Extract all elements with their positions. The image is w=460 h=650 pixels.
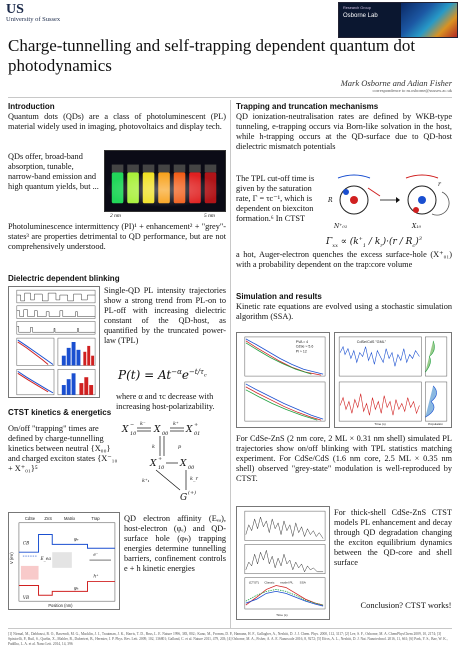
svg-text:k⁺: k⁺: [173, 421, 179, 427]
svg-text:V (eV): V (eV): [9, 552, 15, 564]
poster-authors: Mark Osborne and Adian Fisher: [340, 78, 452, 88]
simulation-enhancement-plot: [236, 506, 330, 620]
svg-text:e⁻: e⁻: [93, 553, 99, 559]
ctst-heading: CTST kinetics & energetics: [8, 408, 112, 417]
simulation-section: [236, 292, 452, 322]
on-time-decay-fit: [18, 342, 48, 365]
enh-curve-classic: [246, 591, 323, 606]
svg-text:X: X: [154, 425, 161, 435]
simulation-paragraph-1: Kinetic rate equations are evolved using a stochastic simulation algorithm (SSA).: [236, 302, 452, 321]
trajectory-sim-1: [340, 347, 419, 367]
plot3-legend-3: model PL: [280, 580, 294, 585]
off-time-decay: [18, 371, 53, 393]
svg-text:+: +: [194, 422, 199, 428]
intro-heading: Introduction: [8, 102, 55, 111]
core-electron-right: [418, 196, 426, 204]
energy-diagram-graphic: [9, 513, 119, 609]
svg-text:k⁻: k⁻: [140, 421, 146, 427]
conclusion-text: Conclusion? CTST works!: [360, 600, 452, 610]
saturation-formula: $\Gamma_{xx} \propto (k^+_1 / k_r)\cdot(r / R_c)^3$: [326, 236, 422, 249]
svg-text:r: r: [438, 181, 441, 188]
sim-decay2-blue: [246, 384, 323, 419]
simulation-heading: Simulation and results: [236, 292, 322, 301]
svg-text:E_ea: E_ea: [40, 557, 51, 563]
on-time-decay: [18, 340, 53, 364]
intro-qd-properties: [8, 152, 100, 192]
intro-paragraph-1: Quantum dots (QDs) are a class of photoluminescent (PL) material widely used in imaging, photovoltaics and display tech.: [8, 112, 226, 131]
trajectory-1: [17, 293, 95, 301]
svg-text:k: k: [152, 444, 156, 450]
ctst-text-block: [8, 424, 118, 474]
svg-text:VB: VB: [22, 596, 30, 602]
population-hist-2: [425, 386, 436, 417]
trajectory-2: [17, 310, 95, 317]
state-label-right: X₁₀: [412, 223, 422, 230]
time-axis-label: Time (s): [374, 422, 386, 427]
simulation-results-block: [236, 434, 452, 484]
simulation-trajectory-graphic: [335, 333, 451, 427]
scale-label-right: 5 nm: [204, 213, 215, 219]
svg-text:CdSe: CdSe: [24, 515, 36, 521]
svg-text:ZnS: ZnS: [44, 515, 52, 521]
population-hist-1: [425, 341, 434, 372]
trapping-paragraph-2: The TPL cut-off time is given by the saturation rate, Γ = τc⁻¹, which is dependent on biexciton formation.⁶ In CTST: [236, 174, 315, 223]
trapping-paragraph-1: QD ionization-neutralisation rates are defined by WKB-type tunneling, e-trapping occurs via Born-like solvation in the host, while h-trapping occurs at the QD-surface due to QD-host dielectric mismatch potentials: [236, 112, 452, 151]
inset-title: CdSe/CdS "GML": [356, 339, 387, 344]
svg-text:CB: CB: [22, 541, 30, 547]
svg-text:X: X: [122, 425, 129, 435]
svg-text:X: X: [150, 459, 157, 469]
ctst-affinity-block: [124, 514, 226, 574]
core-region: [21, 566, 39, 580]
simulation-paragraph-2: For CdSe-ZnS (2 nm core, 2 ML × 0.31 nm shell) simulated PL trajectories show on/off blinking with TPL statistics matching experiment. For CdSe/CdS (1.6 nm core, 2.5 ML × 0.35 nm shell) observed "grey-state" modulation is well-reproduced by CTST.: [236, 434, 452, 483]
blinking-description: [104, 286, 226, 346]
svg-text:R: R: [328, 197, 333, 204]
intro-paragraph-3: Photoluminescence intermittency (PI)¹ + enhancement² + "grey"-states³ are properties detrimental to QD performance, but are not comprehensively understood.: [8, 222, 226, 251]
legend-series-3: PI ≈ 12: [295, 349, 307, 354]
svg-text:φₑ: φₑ: [73, 537, 79, 543]
lab-banner-subtitle: Research Group: [343, 6, 371, 10]
blinking-figure-graphic: [9, 287, 99, 397]
blinking-section: [8, 274, 226, 283]
header-divider: [8, 97, 452, 98]
simulation-enhancement-graphic: [237, 507, 329, 619]
svg-text:00: 00: [162, 431, 169, 437]
plot3-legend-1: (CTST): [248, 580, 259, 585]
lab-banner-name: Osborne Lab: [343, 13, 378, 19]
references: [1] Nirmal, M., Dabbousi, B. O., Bawendi, M. G., Macklin, J. J., Trautman, J. K., Harris, T. D., Brus, L. E. Nature 1996, 383, 802.; Kuno, M., Fromm, D. P., Hamann, H. F., Gallagher, A., Nesbitt, D. J. J. Chem. Phys. 2000, 112, 3117; [2] Lee, S. F., Osborne, M. A. ChemPhysChem 2009, 10, 2174; [3] Spinicelli, P., Buil, S., Quelin, X., Mahler, B., Dubertret, B., Hermier, J. P. Phys. Rev. Lett. 2009, 102, 136801; Galland, C. et al. Nature 2011, 479, 203; [4] Osborne, M. A., Fisher, A. A. E. Nanoscale 2016, 8, 9272; [5] Efros, A. L., Nesbitt, D. J. Nat. Nanotechnol. 2016, 11, 661; [6] Park, Y. S., Bae, W. K., Padilha, L. A. et al. Nano Lett. 2014, 14, 396: [8, 632, 448, 646]
trapping-tpl-block: [236, 174, 320, 224]
scale-label-left: 2 nm: [110, 213, 121, 219]
trapping-state-graphic: [324, 170, 452, 236]
blinking-heading: Dielectric dependent blinking: [8, 274, 120, 283]
legend-series-1: PVA ≈ 4: [295, 339, 309, 344]
svg-text:X: X: [186, 425, 193, 435]
blinking-figure: [8, 286, 100, 398]
trajectory-3: [17, 326, 95, 332]
intro-section: [8, 102, 226, 132]
plot3-legend-2: Classic: [264, 580, 275, 585]
svg-text:10: 10: [130, 431, 137, 437]
svg-text:00: 00: [188, 465, 195, 471]
histogram-red-2: [79, 377, 93, 395]
svg-text:k⁺₁: k⁺₁: [142, 478, 150, 484]
simulation-trajectory-plot: [334, 332, 452, 428]
barrier-region: [52, 552, 72, 568]
histogram-blue: [62, 342, 81, 365]
ctst-section: [8, 408, 226, 417]
electron-left: [343, 189, 349, 195]
simulation-decay-plot: [236, 332, 330, 428]
trapping-section: [236, 102, 452, 152]
kinetic-scheme-graphic: [120, 418, 226, 510]
svg-text:h⁺: h⁺: [93, 574, 99, 580]
svg-text:Matrix: Matrix: [64, 515, 76, 521]
simulation-thick-shell-block: [334, 508, 452, 568]
correspondence-email: correspondence to m.osborne@sussex.ac.uk: [372, 88, 452, 93]
kinetic-scheme: [120, 418, 226, 510]
university-logo: [6, 3, 66, 23]
core-hole-left: [350, 196, 358, 204]
svg-text:G: G: [180, 493, 188, 503]
simulation-paragraph-3: For thick-shell CdSe-ZnS CTST models PL enhancement and decay through QD degradation changing the exciton equilibrium dynamics between the QD-core and shell surface: [334, 508, 452, 567]
svg-text:Trap: Trap: [91, 515, 100, 521]
plot3-legend-4: SSA: [299, 580, 306, 585]
svg-text:10: 10: [158, 465, 165, 471]
intro-paragraph-2: QDs offer, broad-band absorption, tunable, narrow-band emission and high quantum yields, but ...: [8, 152, 99, 191]
lab-banner-art: [401, 3, 457, 38]
svg-text:−: −: [130, 422, 135, 428]
svg-text:φₕ: φₕ: [73, 586, 79, 592]
svg-text:(+): (+): [188, 490, 197, 496]
svg-text:X: X: [180, 459, 187, 469]
energy-diagram: [8, 512, 120, 610]
qd-vials-photo: [104, 150, 226, 212]
legend-series-2: CdSe ≈ 5.6: [295, 344, 314, 349]
intro-intermittency: [8, 222, 226, 252]
off-time-decay-fit: [18, 373, 48, 392]
svg-text:+: +: [158, 456, 163, 462]
conclusion-block: [360, 600, 452, 610]
histogram-red: [83, 346, 94, 366]
svg-text:p: p: [178, 444, 182, 450]
tpl-formula: $P(t) = At^{-\alpha}e^{-t/\tau_c}$: [118, 368, 207, 382]
state-label-left: N⁺₀₁: [334, 223, 348, 230]
histogram-blue-2: [62, 373, 76, 395]
trapping-paragraph-3: a hot, Auger-electron quenches the excess surface-hole (X⁺₀₁) with a probability dependent on the trap:core volume: [236, 250, 452, 269]
svg-text:Position (nm): Position (nm): [48, 603, 73, 609]
trapping-auger-block: [236, 250, 452, 270]
poster-title: Charge-tunnelling and self-trapping dependent quantum dot photodynamics: [8, 36, 416, 75]
blinking-after-text: where α and τc decrease with increasing host-polarizability.: [116, 392, 215, 411]
svg-text:01: 01: [194, 431, 201, 437]
logo-mark: US: [6, 2, 24, 17]
lab-banner: [338, 2, 458, 38]
footer-divider: [8, 628, 452, 629]
simulation-decay-graphic: [237, 333, 329, 427]
qd-vials-graphic: [105, 151, 225, 211]
hole-right: [413, 207, 419, 213]
svg-text:k_r: k_r: [190, 476, 198, 482]
trapping-state-diagram: [324, 170, 452, 236]
trapping-heading: Trapping and truncation mechanisms: [236, 102, 379, 111]
enh-trajectory-2: [246, 550, 323, 572]
population-axis-label: Population: [428, 422, 444, 427]
plot3-axis-x: Time (s): [276, 612, 288, 617]
logo-university-name: University of Sussex: [6, 16, 61, 23]
trajectory-sim-2: [340, 394, 419, 416]
enh-trajectory-1: [246, 517, 323, 539]
column-divider: [230, 100, 231, 628]
ctst-text: On/off "trapping" times are defined by charge-tunnelling kinetics between neutral {X₀₀} and charged exciton states {X⁻₁₀ + X⁺₀₁}⁵: [8, 424, 118, 473]
blinking-text: Single-QD PL intensity trajectories show a strong trend from PL-on to PL-off with increasing dielectric constant of the QD-host, as quantified by the truncated power-law (TPL): [104, 286, 226, 345]
ctst-affinity-text: QD electron affinity (Eₑₐ), host-electron (φₑ) and QD-surface hole (φₕ) trapping energies determine tunnelling barriers, confinement controls e + h kinetic energies: [124, 514, 226, 573]
